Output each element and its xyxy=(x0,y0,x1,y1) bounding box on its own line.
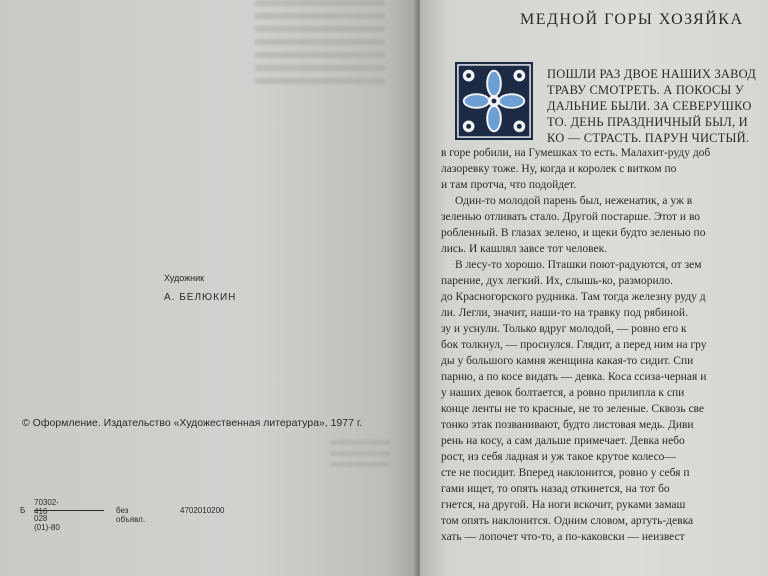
cap-line: КО — СТРАСТЬ. ПАРУН ЧИСТЫЙ. xyxy=(547,131,750,145)
copyright-line: © Оформление. Издательство «Художественная литература», 1977 г. xyxy=(22,417,363,429)
text-line: Один-то молодой парень был, неженатик, а уж в xyxy=(455,195,693,207)
biblio-note: без объявл. xyxy=(116,506,146,524)
text-line: том опять наклонится. Одним словом, артуть-девка xyxy=(441,515,694,527)
biblio-numerator: 70302-416 xyxy=(34,498,59,516)
text-line: робленный. В глазах зелено, и щеки будто зеленью по xyxy=(441,227,706,239)
artist-name: А. БЕЛЮКИН xyxy=(164,292,237,303)
text-line: у наших девок болтается, а ровно прилипла к спи xyxy=(441,387,685,399)
text-line: рень на косу, а сам дальше примечает. Девка небо xyxy=(441,435,685,447)
text-line: хать — лопочет что-то, а по-каковски — неизвест xyxy=(441,531,685,543)
text-line: лазоревку тоже. Ну, когда и королек с витком по xyxy=(441,163,677,175)
floral-ornament-icon xyxy=(455,62,533,140)
text-line: сте не посидит. Вперед наклонится, ровно у себя п xyxy=(441,467,690,479)
cap-line: ПОШЛИ РАЗ ДВОЕ НАШИХ ЗАВОД xyxy=(547,67,757,81)
text-line: В лесу-то хорошо. Пташки поют-радуются, от зем xyxy=(455,259,702,271)
text-line: тонко этак позванивают, будто листовая медь. Диви xyxy=(441,419,694,431)
artist-label: Художник xyxy=(164,273,205,283)
text-line: до Красногорского рудника. Там тогда железну руду д xyxy=(441,291,706,303)
text-line: парню, а по косе видать — девка. Коса ссиза-черная и xyxy=(441,371,707,383)
text-line: зеленью отливать стало. Другой постарше. Этот и во xyxy=(441,211,701,223)
show-through-text xyxy=(255,0,385,90)
text-line: ли. Легли, значит, наши-то на травку под рябиной. xyxy=(441,307,688,319)
text-line: бок толкнул, — проснулся. Глядит, а перед ним на гру xyxy=(441,339,707,351)
text-line: в горе робили, на Гумешках то есть. Малахит-руду доб xyxy=(441,147,711,159)
text-line: конце ленты не то красные, не то зеленые. Сквозь све xyxy=(441,403,705,415)
biblio-letter: Б xyxy=(20,506,26,515)
cap-line: ТРАВУ СМОТРЕТЬ. А ПОКОСЫ У xyxy=(547,83,744,97)
text-line: гами ищет, то опять назад откинется, на тот бо xyxy=(441,483,670,495)
cap-line: ДАЛЬНИЕ БЫЛИ. ЗА СЕВЕРУШКО xyxy=(547,99,752,113)
biblio-fraction-line xyxy=(34,510,104,511)
text-line: ды у большого камня женщина какая-то сидит. Спи xyxy=(441,355,694,367)
show-through-text xyxy=(330,440,390,472)
chapter-title: МЕДНОЙ ГОРЫ ХОЗЯЙКА xyxy=(520,11,744,28)
text-line: лись. И кашлял завсе тот человек. xyxy=(441,243,608,255)
text-line: зу и уснули. Только вдруг молодой, — ровно его к xyxy=(441,323,687,335)
biblio-denominator: 028 (01)-80 xyxy=(34,514,60,532)
text-line: гнется, на другой. На ноги вскочит, руками замаш xyxy=(441,499,686,511)
text-line: и там протча, что подойдет. xyxy=(441,179,577,191)
cap-line: ТО. ДЕНЬ ПРАЗДНИЧНЫЙ БЫЛ, И xyxy=(547,115,748,129)
text-line: парение, дух легкий. Их, слышь-ко, разморило. xyxy=(441,275,674,287)
biblio-code: 4702010200 xyxy=(180,506,225,515)
text-line: рост, из себя ладная и уж такое крутое колесо— xyxy=(441,451,676,463)
